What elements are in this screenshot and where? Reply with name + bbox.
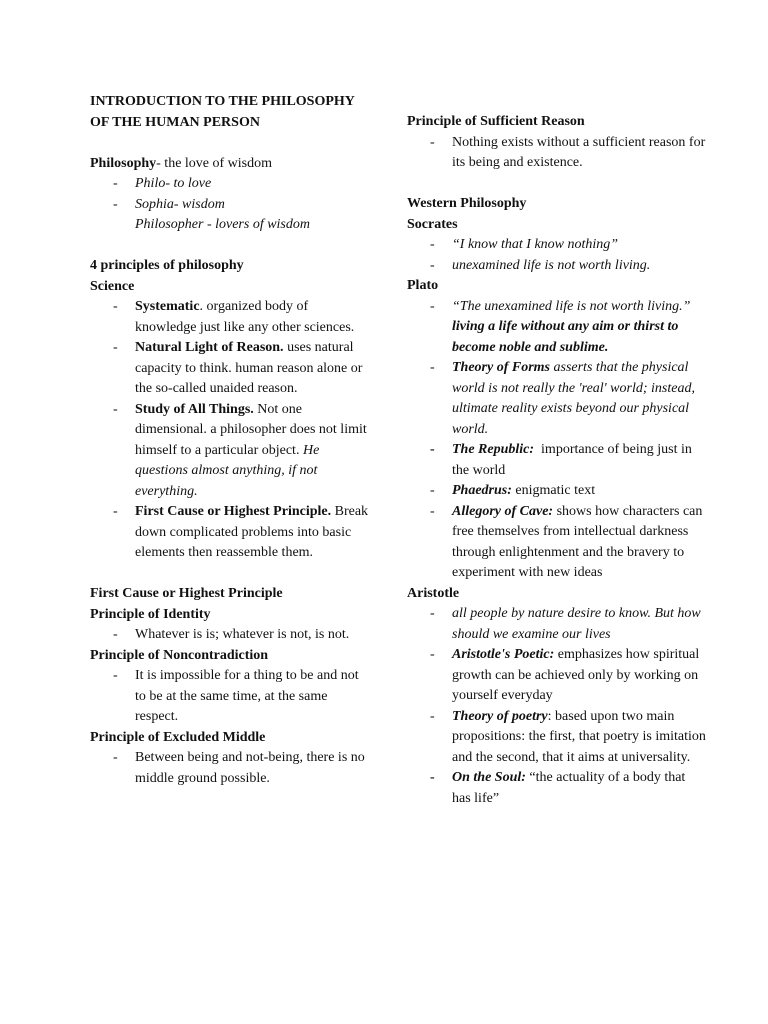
principles-heading: 4 principles of philosophy [90,258,244,273]
item-text: Break down complicated problems into basic elements then reassemble them. [135,504,369,560]
plato-heading: Plato [407,278,439,293]
sufficient-reason-heading: Principle of Sufficient Reason [407,114,585,129]
list-item [407,358,707,440]
list-item: - Whatever is is; whatever is not, is not. [90,625,372,646]
aristotle-list [407,604,707,809]
list-item [90,338,372,400]
item-italic: “The unexamined life is not worth living.” [452,298,691,314]
list-item: - It is impossible for a thing to be and not to be at the same time, at the same respect. [90,666,372,728]
principles-list [90,297,372,564]
science-heading: Science [90,278,135,294]
aristotle-heading: Aristotle [407,585,460,601]
noncontradiction-list [90,666,372,728]
list-item: - Philo- to love [90,174,372,195]
list-item [407,297,707,359]
plato-list [407,297,707,584]
item-text: importance of being just in the world [452,442,696,478]
sufficient-reason-list [407,133,707,174]
list-item: - Sophia- wisdom [90,195,372,216]
item-text: . organized body of knowledge just like any other sciences. [135,299,355,335]
philosophy-definition [90,154,372,175]
list-item [407,707,707,769]
list-item [407,768,707,809]
list-item [90,297,372,338]
item-text: Not one dimensional. a philosopher does not limit himself to a particular object. [135,401,367,458]
item-text: emphasizes how spiritual growth can be achieved only by working on yourself everyday [452,647,700,703]
list-item [407,502,707,584]
item-bold-italic: Theory of Forms [452,360,550,375]
list-item: - Between being and not-being, there is no middle ground possible. [90,748,372,789]
list-item: Philosopher - lovers of wisdom [135,217,310,232]
item-text: enigmatic text [511,483,596,498]
right-column [407,112,707,809]
item-text: shows how characters can free themselves from intellectual darkness through enlightenment and the bravery to experiment with new ideas [452,503,703,580]
item-bold-italic: On the Soul: [452,770,526,785]
item-italic: asserts that the physical world is not really the 'real' world; instead, ultimate reality exists beyond our physical world. [452,360,695,437]
left-column [90,92,372,789]
item-text: “the actuality of a body that has life” [452,770,686,806]
philosophy-term: Philosophy [90,155,157,171]
item-bold-italic: The Republic: [452,442,535,457]
document-title: INTRODUCTION TO THE PHILOSOPHY OF THE HUMAN PERSON [90,94,355,130]
philosophy-list [90,174,372,236]
first-cause-heading: First Cause or Highest Principle [90,586,283,601]
item-bold: Systematic [135,299,200,314]
identity-list [90,625,372,646]
excluded-middle-list [90,748,372,789]
item-text: uses natural capacity to think. human reason alone or the so-called unaided reason. [135,340,363,396]
list-item [90,502,372,564]
philosophy-def: - the love of wisdom [156,155,273,171]
excluded-middle-heading: Principle of Excluded Middle [90,729,266,745]
socrates-list [407,235,707,276]
list-item: - Nothing exists without a sufficient reason for its being and existence. [407,133,707,174]
identity-heading: Principle of Identity [90,606,211,622]
item-bold: Natural Light of Reason. [135,340,284,355]
item-bold: First Cause or Highest Principle. [135,504,332,519]
list-item [407,481,707,502]
list-item: - “I know that I know nothing” [407,235,707,256]
socrates-heading: Socrates [407,216,458,232]
item-bold: Study of All Things. [135,401,254,417]
item-bold-italic: living a life without any aim or thirst to become noble and sublime. [452,319,679,355]
list-item [90,400,372,503]
item-text: : based upon two main propositions: the first, that poetry is imitation and the second, that it aims at universality. [452,708,706,765]
list-item: - all people by nature desire to know. But how should we examine our lives [407,604,707,645]
list-item: - unexamined life is not worth living. [407,256,707,277]
noncontradiction-heading: Principle of Noncontradiction [90,647,269,663]
western-philosophy-heading: Western Philosophy [407,196,527,211]
item-bold-italic: Theory of poetry [452,708,548,724]
list-item [407,440,707,481]
item-bold-italic: Aristotle's Poetic: [452,647,555,662]
item-bold-italic: Allegory of Cave: [452,503,554,519]
list-item [407,645,707,707]
item-bold-italic: Phaedrus: [452,483,512,498]
item-italic: He questions almost anything, if not everything. [135,442,320,499]
